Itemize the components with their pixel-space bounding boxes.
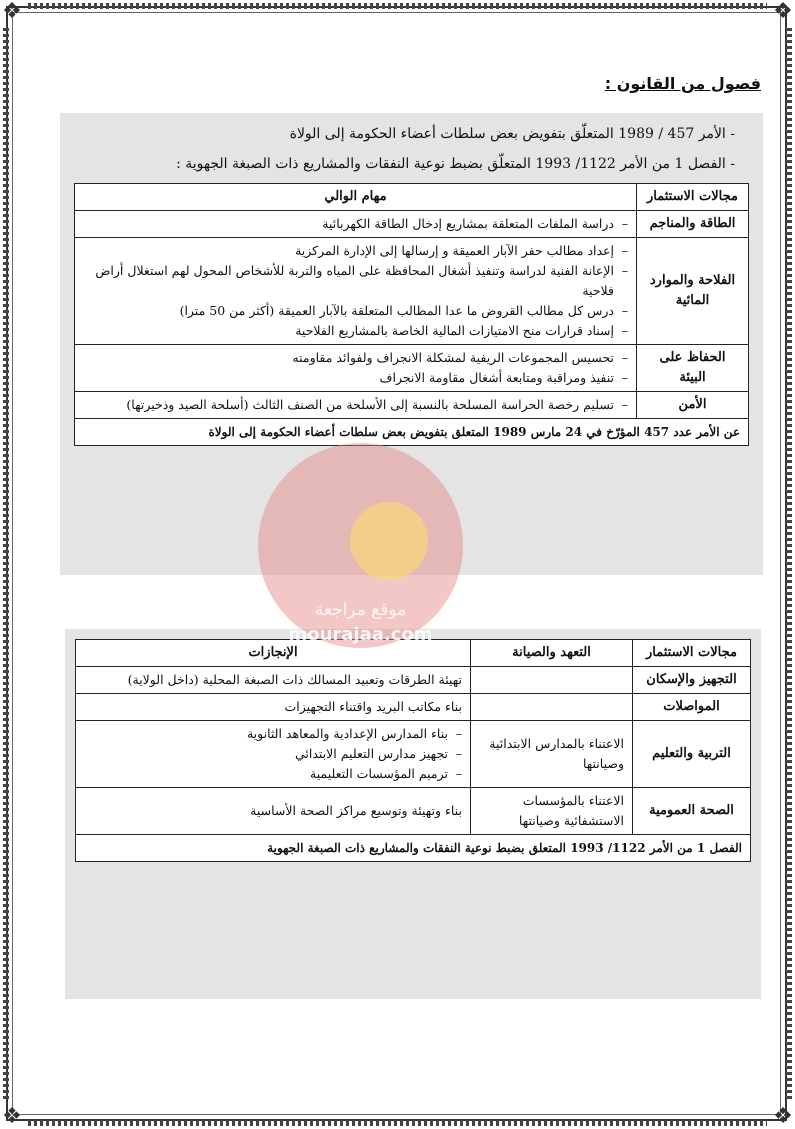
achievements-cell bbox=[76, 694, 471, 721]
watermark-logo-icon bbox=[350, 502, 428, 580]
column-header-achievements: الإنجازات bbox=[76, 640, 471, 667]
mission-item: – إعداد مطالب حفر الآبار العميقة و إرسالها إلى الإدارة المركزية bbox=[83, 241, 628, 261]
table-row bbox=[75, 392, 749, 419]
maintenance-cell: الاعتناء بالمؤسسات الاستشفائية وصيانتها bbox=[471, 788, 633, 835]
regional-projects-panel bbox=[65, 629, 761, 999]
column-header-domain: مجالات الاستثمار bbox=[633, 640, 751, 667]
corner-ornament-icon: ❖ bbox=[2, 1104, 22, 1129]
maintenance-cell bbox=[471, 694, 633, 721]
domain-cell: الحفاظ على البيئة bbox=[637, 345, 749, 392]
frame-border-left bbox=[3, 28, 9, 1101]
mission-item: – تحسيس المجموعات الريفية لمشكلة الانجراف ولفوائد مقاومته bbox=[83, 348, 628, 368]
domain-cell: الصحة العمومية bbox=[633, 788, 751, 835]
achievement-item: تهيئة الطرقات وتعبيد المسالك ذات الصبغة المحلية (داخل الولاية) bbox=[127, 672, 462, 687]
watermark-text-latin: mourajaa.com bbox=[288, 624, 433, 645]
frame-border-bottom bbox=[28, 1120, 767, 1126]
column-header-domain: مجالات الاستثمار bbox=[637, 184, 749, 211]
frame-border-right bbox=[786, 28, 792, 1101]
table-row bbox=[75, 345, 749, 392]
table-row bbox=[76, 788, 751, 835]
missions-cell bbox=[75, 238, 637, 345]
missions-cell bbox=[75, 392, 637, 419]
table-row bbox=[76, 721, 751, 788]
intro-line: - الأمر 457 / 1989 المتعلّق بتفويض بعض سلطات أعضاء الحكومة إلى الولاة bbox=[289, 126, 735, 142]
domain-cell: الطاقة والمناجم bbox=[637, 211, 749, 238]
domain-cell: المواصلات bbox=[633, 694, 751, 721]
table-source-row bbox=[75, 419, 749, 446]
table-header-row bbox=[75, 184, 749, 211]
mission-item: – درس كل مطالب القروض ما عدا المطالب المتعلقة بالآبار العميقة (أكثر من 50 مترا) bbox=[83, 301, 628, 321]
watermark-text-arabic: موقع مراجعة bbox=[314, 600, 407, 620]
maintenance-cell bbox=[471, 667, 633, 694]
column-header-missions: مهام الوالي bbox=[75, 184, 637, 211]
table-row bbox=[76, 694, 751, 721]
domain-cell: الأمن bbox=[637, 392, 749, 419]
mission-item: – الإعانة الفنية لدراسة وتنفيذ أشغال المحافظة على المياه والتربة للأشخاص المحول لهم استغلال أراض فلاحية bbox=[83, 261, 628, 301]
corner-ornament-icon: ❖ bbox=[773, 0, 793, 24]
mission-item: – تسليم رخصة الحراسة المسلحة بالنسبة إلى الأسلحة من الصنف الثالث (أسلحة الصيد وذخيرتها) bbox=[83, 395, 628, 415]
intro-line: - الفصل 1 من الأمر 1122/ 1993 المتعلّق بضبط نوعية النفقات والمشاريع ذات الصبغة الجهوية : bbox=[176, 156, 735, 172]
achievements-cell bbox=[76, 667, 471, 694]
corner-ornament-icon: ❖ bbox=[2, 0, 22, 24]
table-source-row bbox=[76, 835, 751, 862]
achievements-cell bbox=[76, 788, 471, 835]
table-source-note: عن الأمر عدد 457 المؤرّخ في 24 مارس 1989 المتعلق بتفويض بعض سلطات أعضاء الحكومة إلى الولاة bbox=[75, 419, 749, 446]
table-row bbox=[75, 211, 749, 238]
mission-item: – إسناد قرارات منح الامتيازات المالية الخاصة بالمشاريع الفلاحية bbox=[83, 321, 628, 341]
domain-cell: الفلاحة والموارد المائية bbox=[637, 238, 749, 345]
corner-ornament-icon: ❖ bbox=[773, 1104, 793, 1129]
achievement-item: – تجهيز مدارس التعليم الابتدائي bbox=[84, 744, 462, 764]
domain-cell: التربية والتعليم bbox=[633, 721, 751, 788]
achievement-item: بناء وتهيئة وتوسيع مراكز الصحة الأساسية bbox=[250, 803, 462, 818]
achievement-item: – ترميم المؤسسات التعليمية bbox=[84, 764, 462, 784]
column-header-maintenance: التعهد والصيانة bbox=[471, 640, 633, 667]
regional-projects-table bbox=[75, 639, 751, 862]
page-heading: فصول من القانون : bbox=[604, 74, 761, 93]
achievement-item: بناء مكاتب البريد واقتناء التجهيزات bbox=[284, 699, 462, 714]
mission-item: – دراسة الملفات المتعلقة بمشاريع إدخال الطاقة الكهربائية bbox=[83, 214, 628, 234]
table-source-note: الفصل 1 من الأمر 1122/ 1993 المتعلق بضبط نوعية النفقات والمشاريع ذات الصبغة الجهوية bbox=[76, 835, 751, 862]
governor-missions-table bbox=[74, 183, 749, 446]
missions-cell bbox=[75, 345, 637, 392]
achievement-item: – بناء المدارس الإعدادية والمعاهد الثانوية bbox=[84, 724, 462, 744]
missions-cell bbox=[75, 211, 637, 238]
table-row bbox=[75, 238, 749, 345]
achievements-cell bbox=[76, 721, 471, 788]
maintenance-cell: الاعتناء بالمدارس الابتدائية وصيانتها bbox=[471, 721, 633, 788]
frame-border-top bbox=[28, 3, 767, 9]
mission-item: – تنفيذ ومراقبة ومتابعة أشغال مقاومة الانجراف bbox=[83, 368, 628, 388]
domain-cell: التجهيز والإسكان bbox=[633, 667, 751, 694]
table-row bbox=[76, 667, 751, 694]
